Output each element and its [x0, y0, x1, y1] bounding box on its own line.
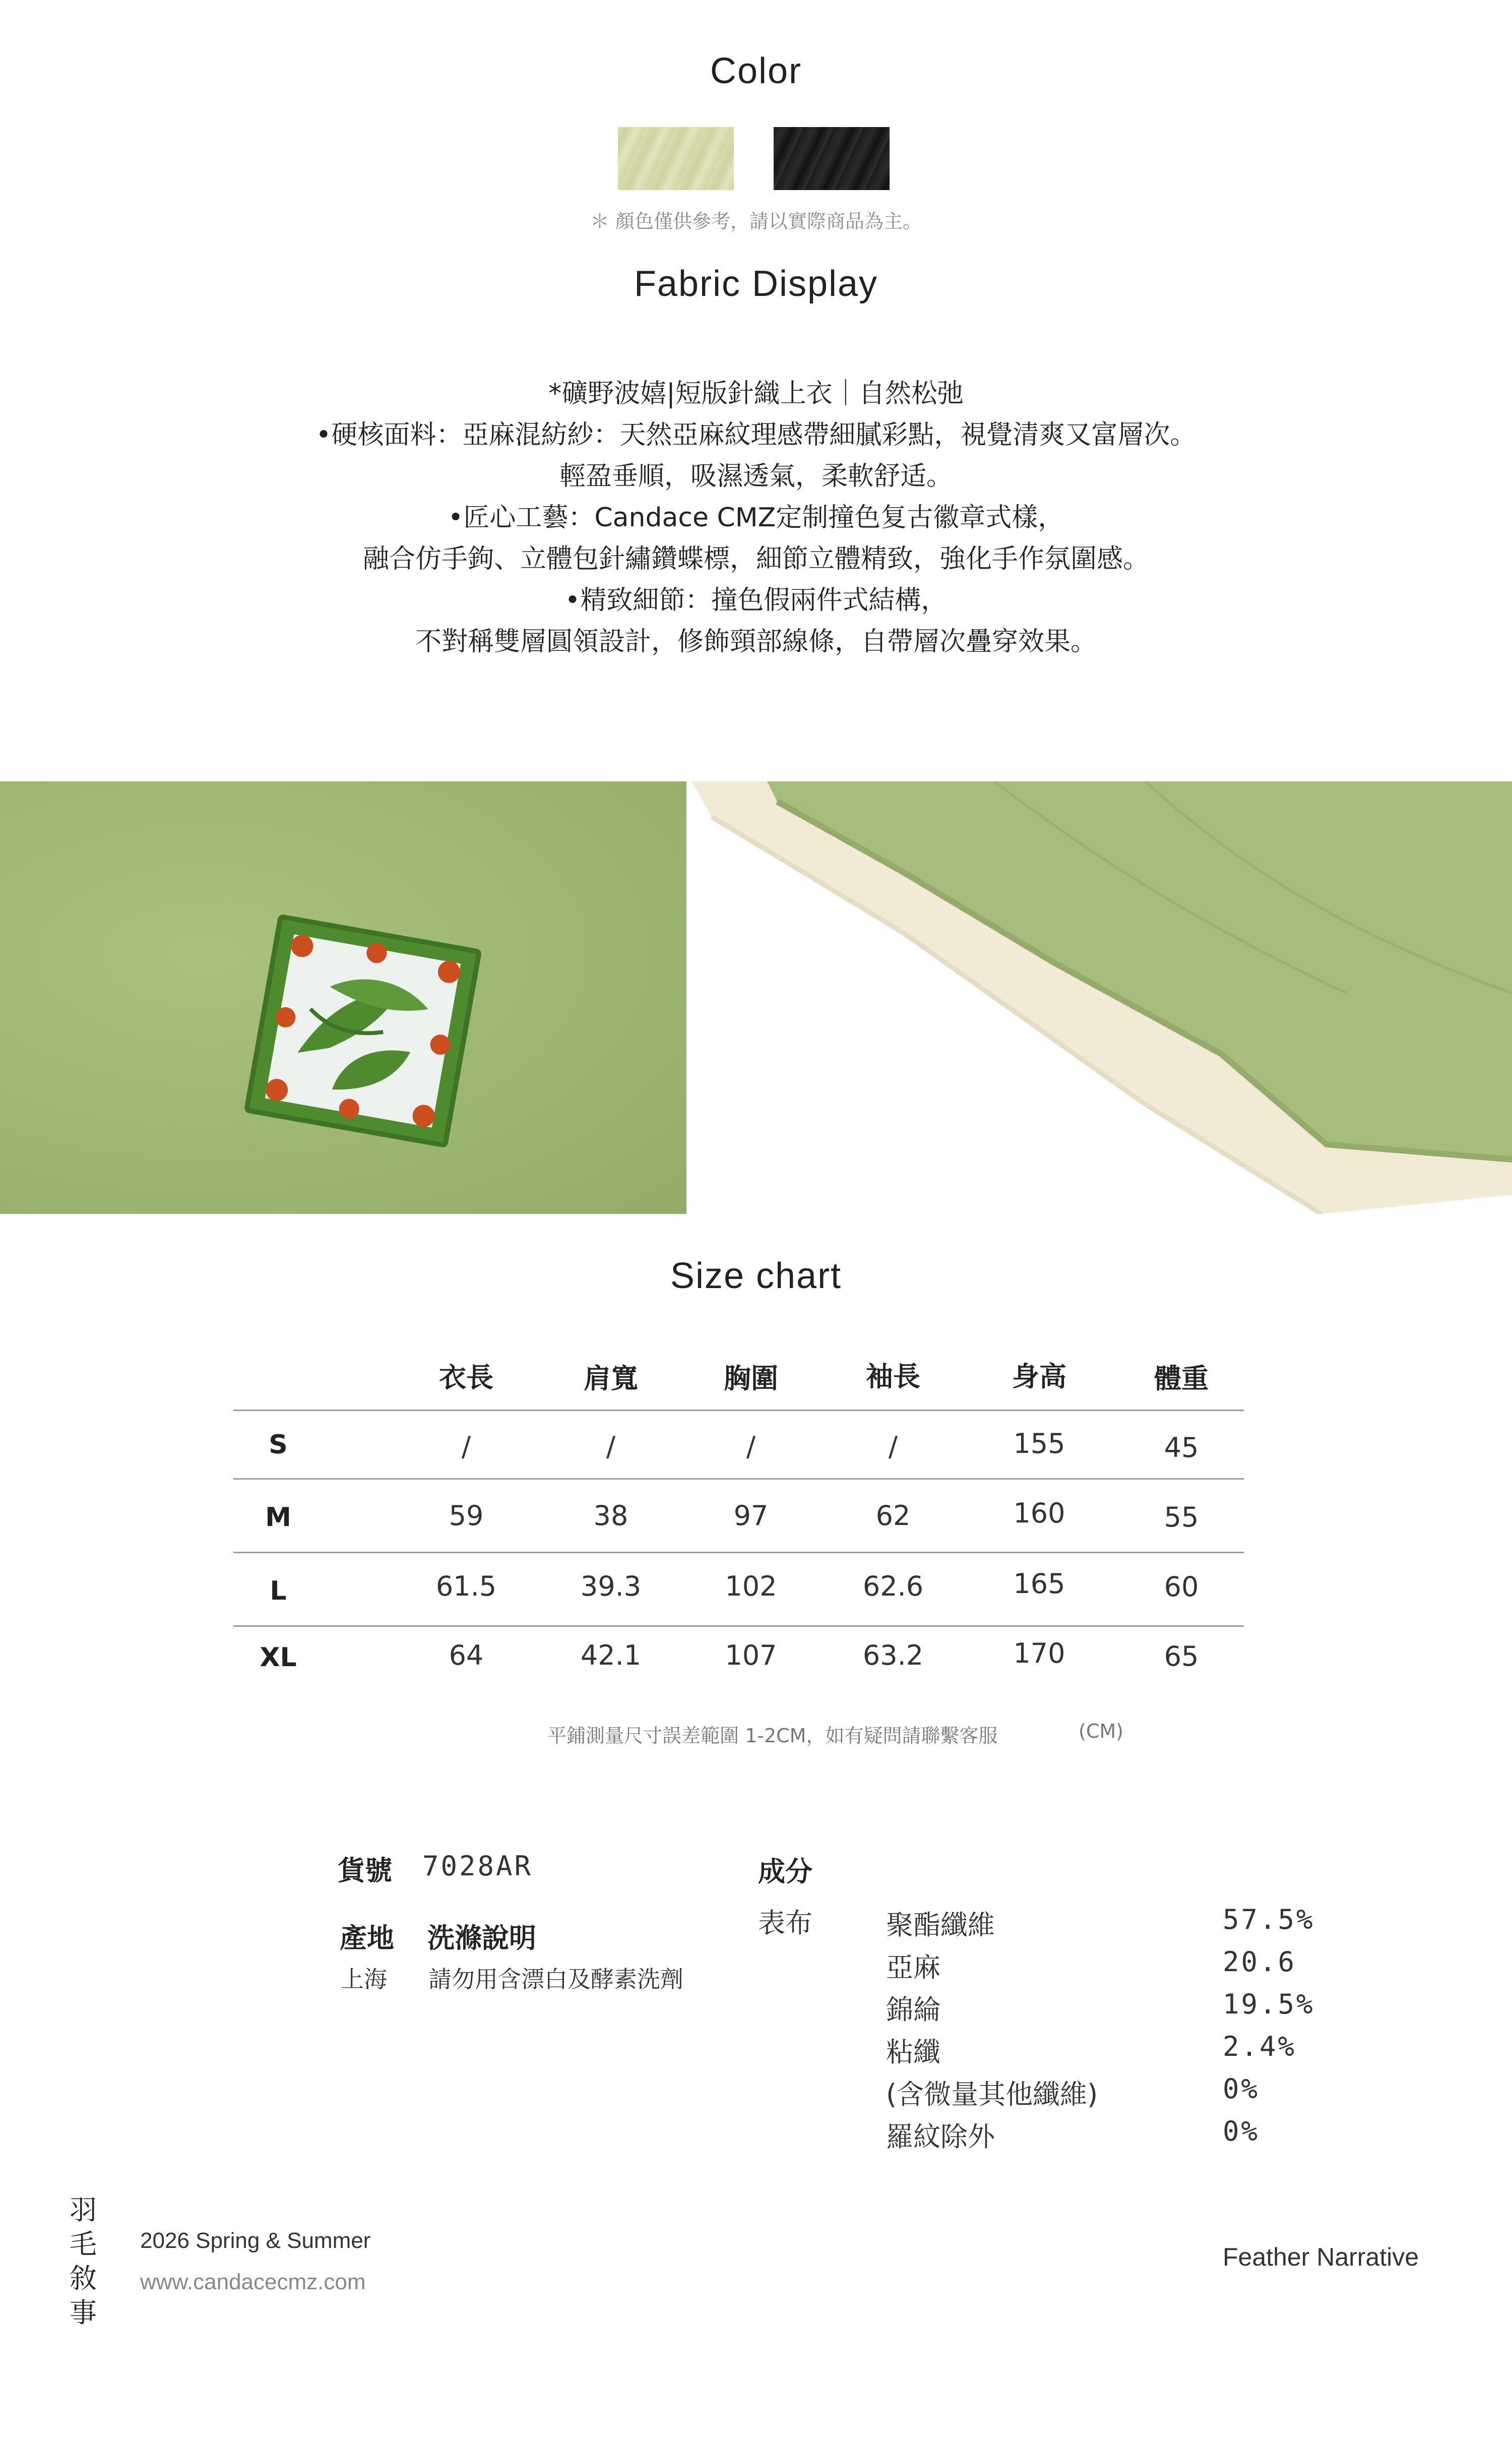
- size-label: XL: [260, 1642, 297, 1673]
- table-cell: /: [461, 1431, 471, 1462]
- sku-label: 貨號: [338, 1855, 392, 1886]
- season-text: 2026 Spring & Summer: [140, 2228, 371, 2253]
- embroidered-badge-image: [0, 781, 686, 1214]
- composition-value: 20.6: [1223, 1946, 1297, 1978]
- composition-value: 0%: [1223, 2115, 1260, 2147]
- table-cell: /: [606, 1431, 616, 1462]
- header-height: 身高: [1012, 1361, 1066, 1392]
- table-cell: 62: [875, 1500, 911, 1532]
- table-cell: 42.1: [580, 1639, 642, 1671]
- table-cell: /: [746, 1431, 756, 1462]
- fabric-line-3: 輕盈垂順，吸濕透氣，柔軟舒适。: [559, 461, 953, 492]
- table-cell: 64: [449, 1639, 484, 1671]
- light-green-swatch: [618, 127, 734, 190]
- unit-label: (CM): [1079, 1720, 1123, 1742]
- table-cell: 107: [725, 1639, 777, 1671]
- table-cell: 155: [1013, 1428, 1065, 1459]
- wash-label: 洗滌說明: [427, 1922, 536, 1954]
- header-chest: 胸圍: [724, 1363, 778, 1394]
- fabric-line-5: 融合仿手鉤、立體包針繡鑽蝶標，細節立體精致，強化手作氛圍感。: [362, 544, 1149, 574]
- brand-char: 羽: [70, 2194, 97, 2226]
- table-cell: 97: [733, 1500, 769, 1532]
- black-swatch: [774, 127, 890, 190]
- header-shoulder: 肩寬: [584, 1363, 638, 1394]
- composition-title: 成分: [758, 1856, 812, 1887]
- size-label: S: [269, 1430, 288, 1460]
- fabric-line-1: *礦野波嬉|短版針織上衣｜自然松弛: [548, 379, 964, 409]
- wash-value: 請勿用含漂白及酵素洗劑: [428, 1966, 683, 1993]
- table-cell: 61.5: [435, 1570, 497, 1602]
- table-cell: 39.3: [580, 1570, 642, 1602]
- table-cell: /: [888, 1431, 898, 1462]
- sku-value: 7028AR: [422, 1850, 533, 1882]
- table-cell: 62.6: [862, 1570, 924, 1602]
- fabric-line-6: •精致細節：撞色假兩件式結構，: [564, 585, 948, 616]
- composition-name: (含微量其他纖維): [886, 2079, 1098, 2110]
- brand-char: 事: [70, 2297, 97, 2329]
- table-rule: [233, 1552, 1244, 1553]
- hem-detail-photo: [691, 781, 1512, 1214]
- table-cell: 45: [1164, 1432, 1199, 1463]
- composition-value: 0%: [1223, 2073, 1260, 2105]
- header-length: 衣長: [439, 1362, 493, 1393]
- header-weight: 體重: [1154, 1363, 1209, 1394]
- size-label: L: [270, 1576, 287, 1606]
- composition-name: 聚酯纖維: [886, 1909, 995, 1941]
- table-cell: 160: [1013, 1497, 1065, 1529]
- size-label: M: [265, 1502, 291, 1533]
- composition-name: 羅紋除外: [886, 2121, 995, 2153]
- fabric-line-7: 不對稱雙層圓領設計，修飾頸部線條，自帶層次疊穿效果。: [415, 627, 1097, 657]
- table-cell: 55: [1164, 1501, 1199, 1533]
- brand-char: 敘: [70, 2263, 97, 2294]
- size-chart-title: Size chart: [670, 1256, 842, 1296]
- table-cell: 38: [593, 1500, 628, 1532]
- composition-value: 2.4%: [1223, 2031, 1297, 2062]
- table-cell: 60: [1164, 1571, 1199, 1603]
- composition-value: 57.5%: [1223, 1904, 1315, 1935]
- fabric-title: Fabric Display: [634, 264, 878, 304]
- composition-name: 錦綸: [886, 1994, 940, 2026]
- website-link[interactable]: www.candacecmz.com: [140, 2270, 366, 2294]
- header-sleeve: 袖長: [866, 1361, 920, 1392]
- table-cell: 65: [1164, 1640, 1199, 1672]
- table-cell: 170: [1013, 1637, 1065, 1669]
- collection-name: Feather Narrative: [1223, 2243, 1419, 2271]
- badge-detail-photo: [0, 781, 686, 1214]
- composition-part: 表布: [758, 1907, 812, 1939]
- brand-char: 毛: [70, 2228, 97, 2260]
- table-rule: [233, 1410, 1244, 1411]
- composition-name: 亞麻: [886, 1951, 940, 1983]
- table-cell: 59: [449, 1500, 484, 1532]
- color-note: ＊ 顏色僅供參考，請以實際商品為主。: [590, 210, 922, 232]
- brand-vertical-logo: [66, 2193, 101, 2330]
- layered-hem-image: [691, 781, 1512, 1214]
- table-rule: [233, 1625, 1244, 1627]
- fabric-line-2: •硬核面料：亞麻混紡紗：天然亞麻紋理感帶細膩彩點，視覺清爽又富層次。: [316, 420, 1196, 450]
- origin-value: 上海: [341, 1966, 387, 1993]
- color-title: Color: [710, 51, 802, 91]
- composition-name: 粘纖: [886, 2036, 940, 2068]
- table-rule: [233, 1478, 1244, 1480]
- table-cell: 165: [1013, 1568, 1065, 1600]
- table-cell: 102: [725, 1570, 777, 1602]
- fabric-line-4: •匠心工藝：Candace CMZ定制撞色复古徽章式樣，: [448, 503, 1064, 533]
- measurement-note: 平鋪測量尺寸誤差範圍 1-2CM，如有疑問請聯繫客服: [547, 1725, 998, 1747]
- composition-value: 19.5%: [1223, 1988, 1315, 2020]
- origin-label: 產地: [340, 1922, 394, 1954]
- table-cell: 63.2: [862, 1639, 924, 1671]
